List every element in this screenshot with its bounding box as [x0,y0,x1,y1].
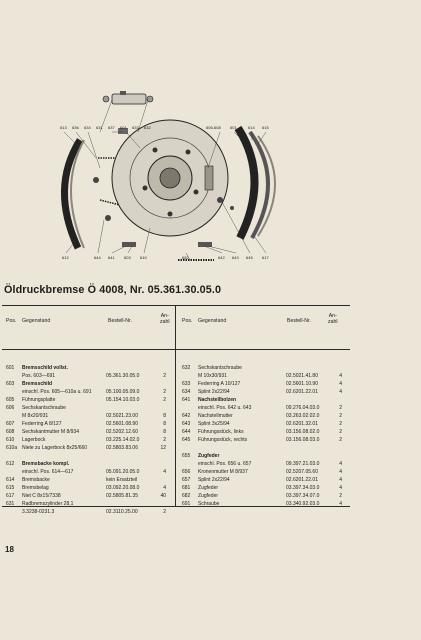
part-pos: 633 [182,381,191,387]
table-row [182,436,350,444]
part-name: Sechskantmutter M 8/934 [22,429,79,435]
part-number: 05.361.30.05.0 [106,373,140,379]
part-name: einschl. Pos. 642 u. 643 [198,405,252,411]
part-quantity: 2 [339,413,342,419]
table-row [6,396,174,404]
header-anzahl-right: An- zahl [328,313,338,325]
part-name: 3.3238-0231.3 [22,509,55,515]
part-name: Federring A 8/127 [22,421,62,427]
part-name: Sechskantschraube [22,405,66,411]
label-bottom-682: 682 [182,255,189,260]
label-top-636: 636 [72,125,79,130]
part-number: 09.276.04.03.0 [286,405,320,411]
table-row [182,468,350,476]
part-name: Führungsstück, rechts [198,437,248,443]
table-row [182,364,350,372]
table-row [6,404,174,412]
part-name: Führungsstück, links [198,429,244,435]
part-pos: 634 [182,389,191,395]
part-number: kein Ersatzteil [106,477,138,483]
table-row [182,396,350,404]
label-top-615: 615 [262,125,269,130]
part-pos: 691 [182,501,191,507]
label-bottom-644: 644 [94,255,101,260]
part-quantity: 4 [339,389,342,395]
table-row [182,476,350,484]
table-row [182,404,350,412]
part-quantity: 4 [339,373,342,379]
part-name: einschl. Pos. 656 u. 657 [198,461,252,467]
table-row [182,428,350,436]
part-name: Zugfeder [198,493,219,499]
part-name: Kronenmutter M 8/937 [198,469,248,475]
part-name: Zugfeder [198,485,219,491]
label-top-632: 632 [144,125,151,130]
table-row [182,412,350,420]
table-row [6,444,174,452]
part-quantity: 4 [339,501,342,507]
part-name: Nachstellbolzen [198,397,237,403]
table-row [182,388,350,396]
part-pos: 645 [182,437,191,443]
part-number: 02.6201.22.01 [286,477,318,483]
part-name: Splint 2x22/94 [198,477,230,483]
part-name: Federring A 10/127 [198,381,241,387]
part-number: 09.397.21.03.0 [286,461,320,467]
part-quantity: 2 [163,397,166,403]
page-number: 18 [5,545,14,554]
right-brake-shoe-drawing [238,128,255,238]
label-bottom-645: 645 [246,255,253,260]
part-name: Zugfeder [198,453,220,459]
part-pos: 617 [6,493,15,499]
part-number: 03.263.02.02.0 [286,413,320,419]
part-pos: 610 [6,437,15,443]
label-bottom-612: 612 [62,255,69,260]
table-row [182,500,350,508]
part-name: M 10x30/931 [198,373,227,379]
part-name: Radbremszylinder 28,1 [22,501,74,507]
part-pos: 608 [6,429,15,435]
header-pos: Pos. [6,318,17,324]
label-top-605-608: 605-608 [206,125,221,130]
label-top-631: 631 [96,125,103,130]
part-pos: 682 [182,493,191,499]
part-pos: 610a [6,445,18,451]
part-name: Niet C 8x15/7338 [22,493,61,499]
part-number: 02.5202.12.60 [106,429,138,435]
table-row [6,388,174,396]
part-name: Nachstellmutter [198,413,233,419]
part-name: Sechskantschraube [198,365,242,371]
part-quantity: 4 [339,461,342,467]
part-quantity: 8 [163,413,166,419]
label-top-633: 633 [132,125,139,130]
table-row [6,484,174,492]
table-row [182,420,350,428]
part-number: 03.397.34.07.0 [286,493,320,499]
table-row [182,444,350,452]
table-row [182,380,350,388]
part-pos: 657 [182,477,191,483]
part-quantity: 2 [339,437,342,443]
part-quantity: 4 [339,477,342,483]
part-number: 02.5805.81.35 [106,493,138,499]
label-bottom-617: 617 [262,255,269,260]
part-number: 05.100.05.09.0 [106,389,140,395]
part-quantity: 2 [163,389,166,395]
part-name: Bremsbacke [22,477,50,483]
part-number: 02.6201.22.01 [286,389,318,395]
part-name: Führungsplatte [22,397,56,403]
part-pos: 614 [6,477,15,483]
part-number: 03.340.92.03.0 [286,501,320,507]
part-pos: 681 [182,485,191,491]
part-pos: 641 [182,397,191,403]
table-row [6,452,174,460]
part-number: 02.5601.10.90 [286,381,318,387]
table-row [182,452,350,460]
part-quantity: 40 [160,493,166,499]
part-name: Bremsschild vollst. [22,365,68,371]
table-row [6,380,174,388]
part-quantity: 12 [160,445,166,451]
part-name: Bremsschild [22,381,53,387]
table-row [182,460,350,468]
part-number: 05.091.20.05.0 [106,469,140,475]
part-quantity: 4 [163,485,166,491]
part-name: einschl. Pos. 614—617 [22,469,74,475]
parts-list-left [6,364,174,516]
label-top-634: 634 [84,125,91,130]
table-row [6,476,174,484]
part-number: 03.092.20.08.0 [106,485,140,491]
table-row [6,412,174,420]
table-row [182,372,350,380]
part-quantity: 4 [163,469,166,475]
label-bottom-610: 610 [140,255,147,260]
header-bestell-nr: Bestell-Nr. [108,318,132,324]
part-pos: 607 [6,421,15,427]
part-quantity: 2 [163,373,166,379]
part-quantity: 2 [339,429,342,435]
part-name: Schraube [198,501,220,507]
part-number: 02.3110.25.00 [106,509,138,515]
part-name: Bremsbacke kompl. [22,461,70,467]
part-pos: 605 [6,397,15,403]
label-bottom-641: 641 [108,255,115,260]
table-row [6,468,174,476]
label-top-613: 613 [60,125,67,130]
table-header-rule [2,349,350,350]
part-number: 02.5803.83.06 [106,445,138,451]
table-row [6,492,174,500]
part-quantity: 4 [339,381,342,387]
part-name: Pos. 603—691 [22,373,56,379]
part-pos: 631 [6,501,15,507]
part-quantity: 4 [339,485,342,491]
part-number: 02.5021.23.00 [106,413,138,419]
part-name: Niete zu Lagerbock 8x25/660 [22,445,88,451]
part-pos: 603 [6,381,15,387]
brake-exploded-diagram [0,88,421,270]
part-number: 02.5207.05.60 [286,469,318,475]
header-gegenstand: Gegenstand [22,318,51,324]
part-pos: 655 [182,453,191,459]
table-center-divider [175,305,176,507]
header-bestell-nr-right: Bestell-Nr. [287,318,311,324]
table-row [6,508,174,516]
part-pos: 606 [6,405,15,411]
wheel-cylinder-drawing [103,91,153,104]
part-number: 02.5021.41.80 [286,373,318,379]
part-name: M 8x20/931 [22,413,49,419]
label-bottom-643: 643 [232,255,239,260]
label-top-614: 614 [248,125,255,130]
label-bottom-642: 642 [218,255,225,260]
table-row [6,460,174,468]
part-number: 02.5601.08.90 [106,421,138,427]
header-gegenstand-right: Gegenstand [198,318,227,324]
part-pos: 644 [182,429,191,435]
brake-backing-plate-drawing [112,120,228,236]
table-row [6,372,174,380]
part-quantity: 2 [339,421,342,427]
table-row [6,500,174,508]
part-name: einschl. Pos. 605—610a u. 691 [22,389,92,395]
part-name: Lagerbock [22,437,46,443]
part-number: 03.225.14.02.0 [106,437,140,443]
label-top-601b: 601 [230,125,237,130]
part-pos: 601 [6,365,15,371]
part-quantity: 2 [163,509,166,515]
part-quantity: 2 [163,437,166,443]
part-pos: 632 [182,365,191,371]
label-top-637: 637 [108,125,115,130]
part-quantity: 4 [339,469,342,475]
part-number: 03.397.34.03.0 [286,485,320,491]
part-number: 02.6201.32.01 [286,421,318,427]
table-row [182,484,350,492]
part-name: Splint 2x22/94 [198,389,230,395]
header-pos-right: Pos. [182,318,193,324]
part-pos: 642 [182,413,191,419]
part-quantity: 2 [339,493,342,499]
table-row [6,420,174,428]
part-pos: 643 [182,421,191,427]
table-row [6,364,174,372]
label-bottom-603: 603 [124,255,131,260]
table-row [6,428,174,436]
part-name: Splint 3x25/94 [198,421,230,427]
part-pos: 656 [182,469,191,475]
header-anzahl: An- zahl [160,313,170,325]
parts-table [0,305,421,520]
part-quantity: 2 [339,405,342,411]
part-pos: 615 [6,485,15,491]
label-top-601: 601 [120,125,127,130]
table-top-rule [2,305,350,306]
parts-list-right [182,364,350,508]
part-number: 05.154.10.03.0 [106,397,140,403]
part-name: Bremsbelag [22,485,49,491]
part-quantity: 8 [163,421,166,427]
table-row [6,436,174,444]
page-title: Öldruckbremse Ö 4008, Nr. 05.361.30.05.0 [4,284,222,296]
part-number: 03.156.08.02.0 [286,429,320,435]
part-quantity: 8 [163,429,166,435]
table-row [182,492,350,500]
part-number: 03.156.08.03.0 [286,437,320,443]
part-pos: 612 [6,461,15,467]
